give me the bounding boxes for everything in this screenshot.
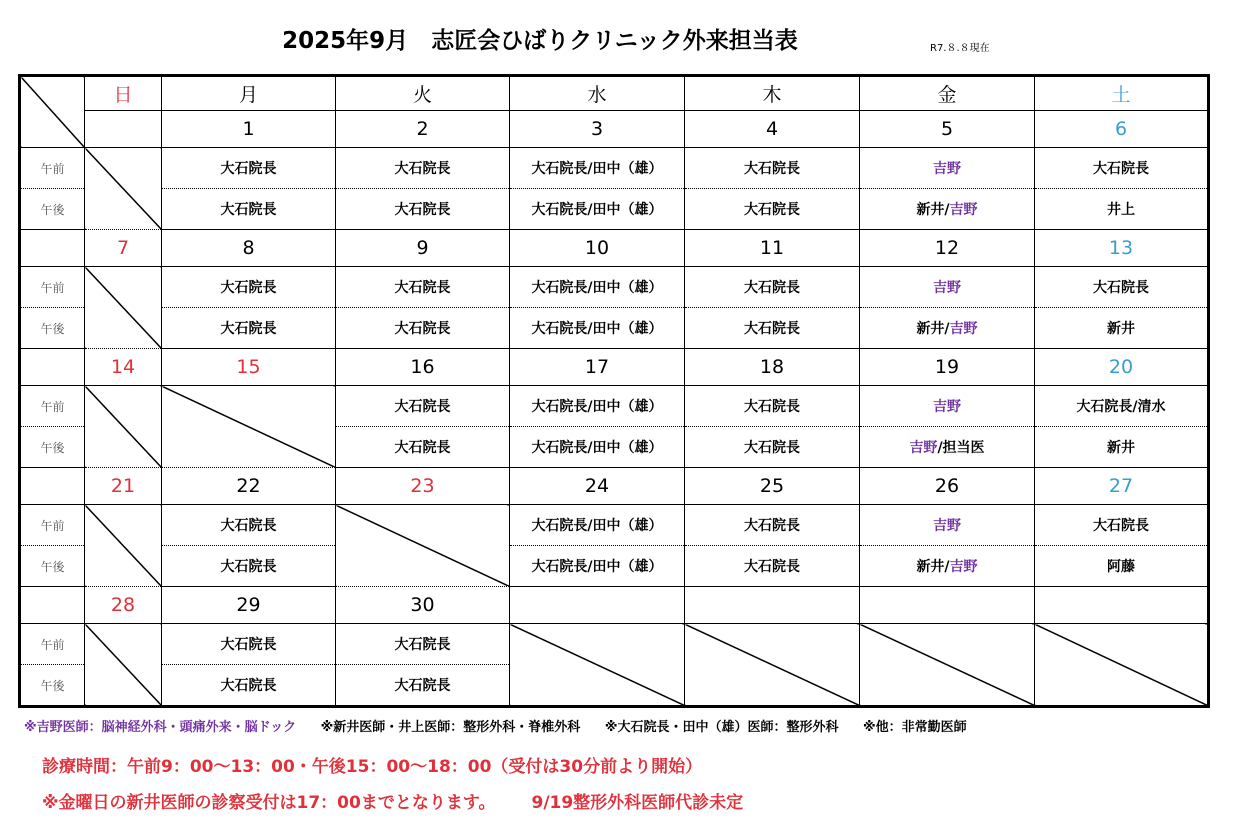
pm-doctor-cell: 大石院長 — [685, 308, 860, 349]
sunday-closed-cell — [85, 267, 162, 349]
pm-row — [20, 546, 1209, 587]
am-doctor-cell: 大石院長 — [685, 148, 860, 189]
date-cell — [685, 587, 860, 624]
date-cell: 23 — [336, 468, 510, 505]
closed-cell — [1035, 624, 1209, 707]
am-label: 午前 — [20, 505, 85, 546]
pm-doctor-cell: 井上 — [1035, 189, 1209, 230]
doctor-name-yoshino: 吉野 — [933, 280, 961, 296]
date-cell: 24 — [510, 468, 685, 505]
pm-doctor-cell: 大石院長 — [685, 427, 860, 468]
am-row — [20, 624, 1209, 665]
pm-doctor-cell: 新井 — [1035, 308, 1209, 349]
date-cell: 21 — [85, 468, 162, 505]
date-cell: 28 — [85, 587, 162, 624]
date-row-spacer — [20, 349, 85, 386]
date-cell: 19 — [860, 349, 1035, 386]
date-row — [20, 587, 1209, 624]
date-cell: 27 — [1035, 468, 1209, 505]
date-cell: 1 — [162, 111, 336, 148]
sunday-closed-cell — [85, 148, 162, 230]
am-doctor-cell: 大石院長 — [1035, 148, 1209, 189]
date-cell: 29 — [162, 587, 336, 624]
pm-doctor-cell — [860, 189, 1035, 230]
friday-note: ※金曜日の新井医師の診察受付は17：00までとなります。 — [42, 793, 496, 813]
date-cell: 9 — [336, 230, 510, 267]
closed-cell — [860, 624, 1035, 707]
pm-doctor-cell: 大石院長 — [336, 665, 510, 707]
am-doctor-cell: 大石院長 — [162, 505, 336, 546]
weekday-header: 土 — [1035, 76, 1209, 111]
date-cell — [510, 587, 685, 624]
pm-doctor-cell: 大石院長 — [685, 546, 860, 587]
pm-doctor-cell: 大石院長/田中（雄） — [510, 189, 685, 230]
doctor-name-yoshino: 吉野 — [949, 202, 978, 218]
date-row — [20, 111, 1209, 148]
date-cell: 3 — [510, 111, 685, 148]
date-cell: 30 — [336, 587, 510, 624]
pm-doctor-cell: 新井 — [1035, 427, 1209, 468]
pm-label: 午後 — [20, 546, 85, 587]
pm-doctor-cell — [860, 308, 1035, 349]
am-doctor-cell: 大石院長 — [685, 505, 860, 546]
am-doctor-cell: 大石院長 — [162, 267, 336, 308]
date-cell: 10 — [510, 230, 685, 267]
weekday-header: 日 — [85, 76, 162, 111]
am-doctor-cell: 大石院長/田中（雄） — [510, 267, 685, 308]
date-cell: 25 — [685, 468, 860, 505]
pm-doctor-cell: 大石院長 — [162, 189, 336, 230]
corner-cell — [20, 76, 85, 148]
weekday-header: 金 — [860, 76, 1035, 111]
date-cell: 2 — [336, 111, 510, 148]
date-row-spacer — [20, 468, 85, 505]
doctor-name-yoshino: 吉野 — [949, 321, 978, 337]
weekday-header: 木 — [685, 76, 860, 111]
am-row — [20, 267, 1209, 308]
date-cell: 5 — [860, 111, 1035, 148]
date-cell — [860, 587, 1035, 624]
date-cell: 18 — [685, 349, 860, 386]
date-cell: 4 — [685, 111, 860, 148]
am-label: 午前 — [20, 386, 85, 427]
substitute-note: 9/19整形外科医師代診未定 — [531, 793, 744, 813]
date-cell: 13 — [1035, 230, 1209, 267]
sunday-closed-cell — [85, 505, 162, 587]
pm-doctor-cell: 大石院長 — [336, 427, 510, 468]
am-label: 午前 — [20, 148, 85, 189]
am-row — [20, 386, 1209, 427]
closed-cell — [162, 386, 336, 468]
date-cell: 7 — [85, 230, 162, 267]
am-row — [20, 505, 1209, 546]
pm-label: 午後 — [20, 665, 85, 707]
am-doctor-cell: 大石院長 — [162, 624, 336, 665]
am-row — [20, 148, 1209, 189]
date-cell: 15 — [162, 349, 336, 386]
pm-label: 午後 — [20, 189, 85, 230]
am-doctor-cell: 大石院長/田中（雄） — [510, 386, 685, 427]
pm-doctor-cell: 大石院長 — [336, 308, 510, 349]
am-doctor-cell — [860, 386, 1035, 427]
am-doctor-cell: 大石院長/清水 — [1035, 386, 1209, 427]
weekday-header: 月 — [162, 76, 336, 111]
am-doctor-cell — [860, 148, 1035, 189]
doctor-name-yoshino: 吉野 — [933, 518, 961, 534]
am-doctor-cell: 大石院長 — [162, 148, 336, 189]
date-cell: 26 — [860, 468, 1035, 505]
pm-doctor-cell: 阿藤 — [1035, 546, 1209, 587]
pm-doctor-cell — [860, 546, 1035, 587]
am-label: 午前 — [20, 267, 85, 308]
am-doctor-cell: 大石院長 — [1035, 505, 1209, 546]
pm-row — [20, 308, 1209, 349]
date-cell: 6 — [1035, 111, 1209, 148]
date-row — [20, 349, 1209, 386]
pm-doctor-cell: 大石院長 — [162, 308, 336, 349]
legend-arai: ※新井医師・井上医師：整形外科・脊椎外科 — [320, 720, 581, 735]
schedule-table — [18, 74, 1210, 708]
doctor-name: /担当医 — [937, 440, 985, 456]
date-cell: 16 — [336, 349, 510, 386]
pm-doctor-cell: 大石院長/田中（雄） — [510, 546, 685, 587]
sunday-closed-cell — [85, 624, 162, 707]
pm-doctor-cell — [860, 427, 1035, 468]
sunday-closed-cell — [85, 386, 162, 468]
date-row — [20, 230, 1209, 267]
date-row-spacer — [20, 587, 85, 624]
am-doctor-cell: 大石院長 — [336, 624, 510, 665]
pm-doctor-cell: 大石院長 — [162, 665, 336, 707]
pm-doctor-cell: 大石院長 — [685, 189, 860, 230]
am-doctor-cell: 大石院長 — [336, 386, 510, 427]
page-title: 2025年9月 志匠会ひばりクリニック外来担当表 — [282, 28, 798, 54]
date-cell: 22 — [162, 468, 336, 505]
doctor-name: 新井/ — [916, 202, 950, 218]
am-doctor-cell: 大石院長 — [685, 386, 860, 427]
am-label: 午前 — [20, 624, 85, 665]
closed-cell — [336, 505, 510, 587]
date-cell — [85, 111, 162, 148]
date-cell — [1035, 587, 1209, 624]
pm-label: 午後 — [20, 308, 85, 349]
pm-doctor-cell: 大石院長/田中（雄） — [510, 308, 685, 349]
am-doctor-cell: 大石院長 — [685, 267, 860, 308]
weekday-header: 火 — [336, 76, 510, 111]
doctor-name-yoshino: 吉野 — [933, 161, 961, 177]
date-cell: 17 — [510, 349, 685, 386]
weekday-header: 水 — [510, 76, 685, 111]
pm-doctor-cell: 大石院長/田中（雄） — [510, 427, 685, 468]
date-cell: 11 — [685, 230, 860, 267]
doctor-name: 新井/ — [916, 559, 950, 575]
legend — [24, 716, 987, 735]
pm-doctor-cell: 大石院長 — [162, 546, 336, 587]
doctor-name-yoshino: 吉野 — [909, 440, 938, 456]
closed-cell — [510, 624, 685, 707]
weekday-row — [20, 76, 1209, 111]
date-cell: 20 — [1035, 349, 1209, 386]
legend-oishi: ※大石院長・田中（雄）医師：整形外科 — [604, 720, 839, 735]
am-doctor-cell: 大石院長 — [336, 267, 510, 308]
date-row-spacer — [20, 230, 85, 267]
closed-cell — [685, 624, 860, 707]
date-cell: 12 — [860, 230, 1035, 267]
hours-note: 診療時間：午前9：00～13：00・午後15：00～18：00（受付は30分前より開始） — [42, 757, 703, 777]
date-cell: 14 — [85, 349, 162, 386]
doctor-name-yoshino: 吉野 — [933, 399, 961, 415]
pm-label: 午後 — [20, 427, 85, 468]
am-doctor-cell: 大石院長/田中（雄） — [510, 505, 685, 546]
am-doctor-cell: 大石院長 — [1035, 267, 1209, 308]
am-doctor-cell — [860, 505, 1035, 546]
date-row — [20, 468, 1209, 505]
legend-yoshino: ※吉野医師：脳神経外科・頭痛外来・脳ドック — [24, 720, 297, 735]
am-doctor-cell: 大石院長/田中（雄） — [510, 148, 685, 189]
pm-doctor-cell: 大石院長 — [336, 189, 510, 230]
friday-note-line — [42, 788, 743, 813]
doctor-name-yoshino: 吉野 — [949, 559, 978, 575]
am-doctor-cell: 大石院長 — [336, 148, 510, 189]
legend-other: ※他：非常勤医師 — [863, 720, 967, 735]
doctor-name: 新井/ — [916, 321, 950, 337]
pm-row — [20, 189, 1209, 230]
date-cell: 8 — [162, 230, 336, 267]
as-of-date: R7.８.８現在 — [930, 43, 990, 54]
am-doctor-cell — [860, 267, 1035, 308]
